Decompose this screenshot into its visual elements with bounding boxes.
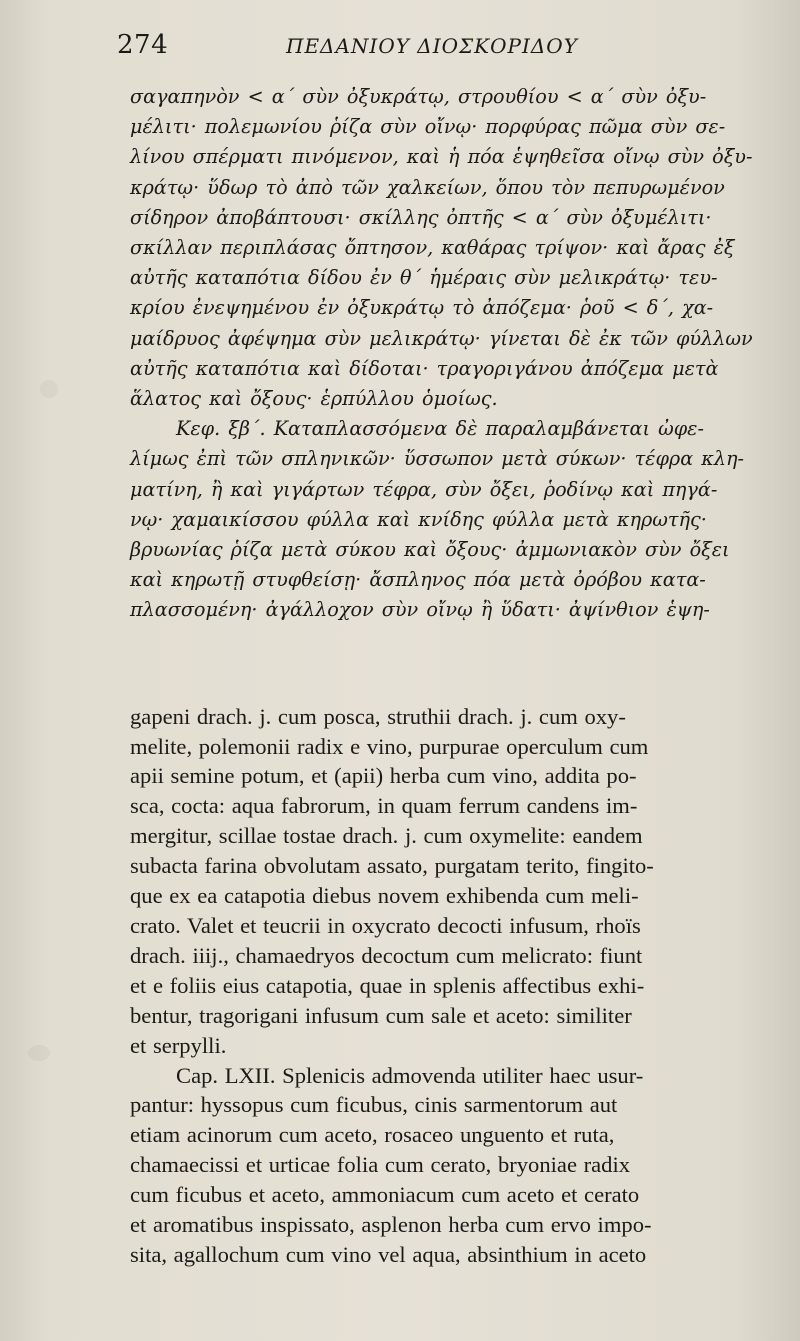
section-gap [130, 626, 762, 702]
running-head [117, 30, 762, 82]
latin-line: sita, agallochum cum vino vel aqua, absinthium in aceto [130, 1241, 647, 1267]
greek-line: ἅλατος καὶ ὄξους· ἑρπύλλου ὁμοίως. [130, 387, 498, 411]
latin-line: bentur, tragorigani infusum cum sale et aceto: similiter [130, 1002, 632, 1028]
latin-line: crato. Valet et teucrii in oxycrato decocti infusum, rhoïs [130, 913, 641, 938]
greek-line: σίδηρον ἀποβάπτουσι· σκίλλης ὀπτῆς < α΄ σὺν ὀξυμέλιτι· [130, 205, 712, 229]
greek-line: νῳ· χαμαικίσσου φύλλα καὶ κνίδης φύλλα μετὰ κηρωτῆς· [130, 507, 707, 531]
greek-line: μέλιτι· πολεμωνίου ῥίζα σὺν οἴνῳ· πορφύρας πῶμα σὺν σε- [130, 115, 726, 139]
greek-line: σαγαπηνὸν < α΄ σὺν ὀξυκράτῳ, στρουθίου < α΄ σὺν ὀξυ- [130, 85, 707, 108]
latin-line: melite, polemonii radix e vino, purpurae operculum cum [130, 733, 649, 759]
greek-text [130, 82, 762, 626]
latin-line: apii semine potum, et (apii) herba cum vino, addita po- [130, 763, 637, 789]
greek-line: λίμως ἐπὶ τῶν σπληνικῶν· ὕσσωπον μετὰ σύκων· τέφρα κλη- [130, 447, 744, 471]
latin-line: que ex ea catapotia diebus novem exhibenda cum meli- [130, 883, 639, 909]
latin-line: et e foliis eius catapotia, quae in splenis affectibus exhi- [130, 972, 645, 998]
latin-text [130, 702, 762, 1270]
greek-line: μαίδρυος ἀφέψημα σὺν μελικράτῳ· γίνεται δὲ ἐκ τῶν φύλλων [130, 326, 753, 350]
greek-line: κρίου ἐνεψημένου ἐν ὀξυκράτῳ τὸ ἀπόζεμα· ῥοῦ < δ΄, χα- [130, 296, 714, 320]
greek-line: αὐτῆς καταπότια καὶ δίδοται· τραγοριγάνου ἀπόζεμα μετὰ [130, 356, 719, 380]
greek-line: κράτῳ· ὕδωρ τὸ ἀπὸ τῶν χαλκείων, ὅπου τὸν πεπυρωμένον [130, 175, 725, 199]
latin-line: sca, cocta: aqua fabrorum, in quam ferrum candens im- [130, 793, 638, 819]
latin-line: chamaecissi et urticae folia cum cerato, bryoniae radix [130, 1152, 631, 1178]
greek-line: ματίνη, ἢ καὶ γιγάρτων τέφρα, σὺν ὄξει, ῥοδίνῳ καὶ πηγά- [130, 477, 718, 501]
latin-line: et aromatibus inspissato, asplenon herba cum ervo impo- [130, 1212, 652, 1238]
latin-line: mergitur, scillae tostae drach. j. cum oxymelite: eandem [130, 823, 643, 849]
greek-line: βρυωνίας ῥίζα μετὰ σύκου καὶ ὄξους· ἀμμωνιακὸν σὺν ὄξει [130, 538, 730, 562]
greek-line: αὐτῆς καταπότια δίδου ἐν θ΄ ἡμέραις σὺν μελικράτῳ· τευ- [130, 266, 718, 290]
latin-line: subacta farina obvolutam assato, purgatam terito, fingito- [130, 853, 654, 879]
greek-line: σκίλλαν περιπλάσας ὄπτησον, καθάρας τρίψον· καὶ ἄρας ἐξ [130, 236, 735, 260]
header-title: ΠΕΔΑΝΙΟΥ ΔΙΟΣΚΟΡΙΔΟΥ [286, 34, 578, 58]
paper-stain [40, 380, 58, 398]
latin-line: pantur: hyssopus cum ficubus, cinis sarmentorum aut [130, 1092, 618, 1118]
latin-line: cum ficubus et aceto, ammoniacum cum aceto et cerato [130, 1182, 640, 1208]
latin-line: drach. iiij., chamaedryos decoctum cum melicrato: fiunt [130, 942, 643, 968]
greek-line: πλασσομένη· ἀγάλλοχον σὺν οἴνῳ ἢ ὕδατι· ἀψίνθιον ἑψη- [130, 598, 710, 622]
latin-chapter-heading-line: Cap. LXII. Splenicis admovenda utiliter haec usur- [176, 1062, 644, 1088]
greek-chapter-heading-line: Κεφ. ξβ΄. Καταπλασσόμενα δὲ παραλαμβάνεται ὠφε- [176, 417, 704, 441]
greek-line: καὶ κηρωτῇ στυφθείσῃ· ἄσπληνος πόα μετὰ ὀρόβου κατα- [130, 568, 706, 592]
latin-line: gapeni drach. j. cum posca, struthii drach. j. cum oxy- [130, 703, 626, 729]
latin-line: etiam acinorum cum aceto, rosaceo unguento et ruta, [130, 1122, 615, 1148]
greek-line: λίνου σπέρματι πινόμενον, καὶ ἡ πόα ἑψηθεῖσα οἴνῳ σὺν ὀξυ- [130, 145, 753, 169]
paper-stain [28, 1045, 50, 1061]
page-number: 274 [117, 30, 169, 60]
latin-line: et serpylli. [130, 1032, 227, 1058]
